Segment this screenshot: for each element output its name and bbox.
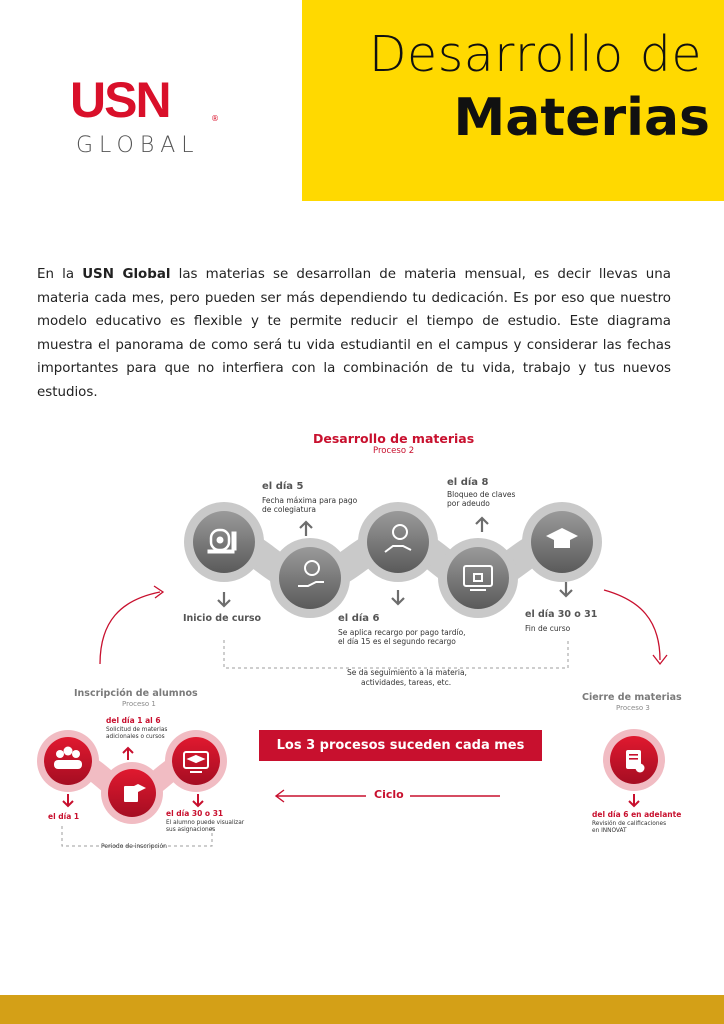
logo-subtitle: GLOBAL [76, 133, 200, 158]
intro-brand: USN Global [82, 267, 171, 282]
seguimiento-text1: Se da seguimiento a la materia, [347, 668, 467, 677]
dia6-title: el día 6 [338, 613, 380, 624]
dia6-text1: Se aplica recargo por pago tardío, [338, 628, 466, 637]
dia1a6-title: del día 1 al 6 [106, 716, 161, 725]
dia30-p1-text1: El alumno puede visualizar [166, 820, 245, 826]
dia8-text1: Bloqueo de claves [447, 490, 516, 499]
page-title-line1: Desarrollo de [368, 26, 702, 83]
inicio-curso: Inicio de curso [183, 613, 262, 624]
arrow-process3 [629, 794, 639, 806]
process3-title: Cierre de materias [582, 692, 682, 703]
dia1a6-text2: adicionales o cursos [106, 734, 165, 740]
process2-title: Desarrollo de materias [313, 431, 475, 446]
process2-chain [184, 502, 602, 618]
page-title-line2: Materias [453, 88, 710, 148]
dia6-p3-text1: Revisión de calificaciones [592, 821, 667, 827]
curve-arrow-left [100, 592, 160, 664]
process3-subtitle: Proceso 3 [616, 704, 650, 712]
periodo-label: Periodo de inscripción [101, 843, 167, 850]
dia8-text2: por adeudo [447, 499, 490, 508]
dia6-text2: el día 15 es el segundo recargo [338, 637, 456, 646]
process2-subtitle: Proceso 2 [373, 446, 415, 456]
dia1-label: el día 1 [48, 812, 80, 821]
dia8-title: el día 8 [447, 477, 489, 488]
logo-registered-mark: ® [211, 114, 219, 123]
dia30-p1-title: el día 30 o 31 [166, 809, 224, 818]
dia1a6-text1: Solicitud de materias [106, 727, 168, 733]
seguimiento-text2: actividades, tareas, etc. [361, 678, 452, 687]
ciclo-label: Ciclo [374, 788, 404, 801]
cycle-banner: Los 3 procesos suceden cada mes [259, 730, 542, 761]
dia5-text1: Fecha máxima para pago [262, 496, 358, 505]
dia6-p3-text2: en INNOVAT [592, 828, 627, 834]
dia5-text2: de colegiatura [262, 505, 316, 514]
process1-title: Inscripción de alumnos [74, 688, 198, 699]
footer-bar [0, 995, 724, 1024]
dia6-p3-title: del día 6 en adelante [592, 810, 682, 819]
dia30-text: Fin de curso [525, 624, 571, 633]
intro-pre: En la [37, 267, 83, 282]
intro-text: las materias se desarrollan de materia mensual, es decir llevas una materia cada mes, pero pueden ser más dependiendo tu dedicación. Es por eso que nuestro modelo educativo es flexible y te permite reducir el tiempo de estudio. Este diagrama muestra el panorama de como será tu vida estudiantil en el campus y considerar las fechas importantes para que no interfiera con la combinación de tu vida, trabajo y tus nuevos estudios. [37, 267, 671, 400]
dia30-p1-text2: sus asignaciones [166, 827, 216, 833]
process1-subtitle: Proceso 1 [122, 700, 156, 708]
dia5-title: el día 5 [262, 481, 304, 492]
dia30-title: el día 30 o 31 [525, 609, 598, 620]
logo-brand: USN [70, 72, 170, 128]
curve-arrow-right [604, 590, 660, 660]
